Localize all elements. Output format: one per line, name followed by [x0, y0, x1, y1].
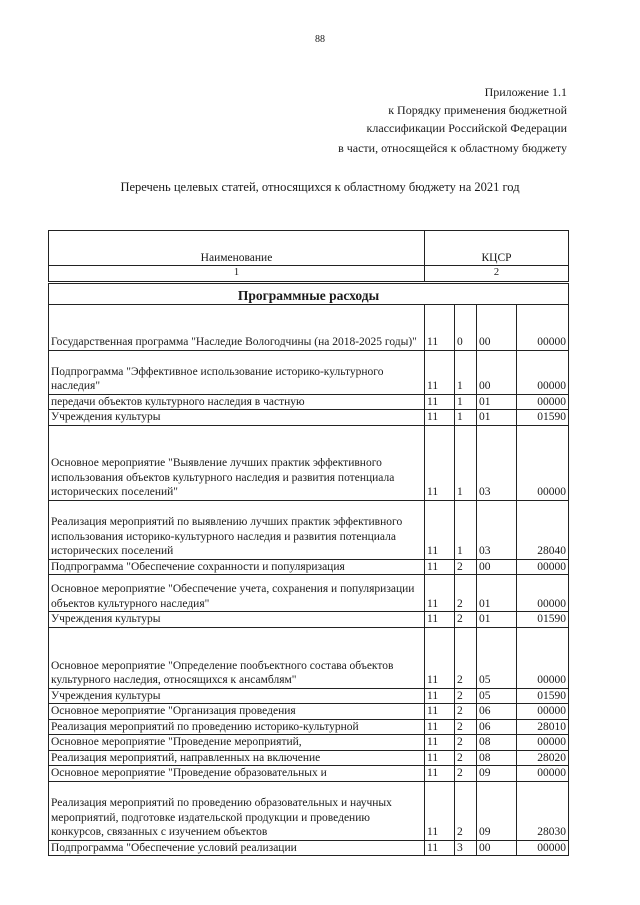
section-row: [49, 282, 569, 304]
code-subprogram: 2: [455, 612, 477, 628]
code-subprogram: 1: [455, 425, 477, 500]
column-header-code: КЦСР: [425, 231, 569, 266]
code-program: 11: [425, 612, 455, 628]
code-direction: 00000: [517, 350, 569, 394]
table-header-row: [49, 231, 569, 266]
code-program: 11: [425, 750, 455, 766]
code-subprogram: 3: [455, 840, 477, 856]
code-activity: 00: [477, 559, 517, 575]
code-program: 11: [425, 688, 455, 704]
annex-reference: классификации Российской Федерации: [366, 121, 567, 135]
code-subprogram: 2: [455, 688, 477, 704]
code-program: 11: [425, 350, 455, 394]
code-program: 11: [425, 575, 455, 612]
annex-label: Приложение 1.1: [484, 85, 567, 99]
code-activity: 05: [477, 627, 517, 688]
table-row: [49, 766, 569, 782]
code-program: 11: [425, 840, 455, 856]
table-row: [49, 781, 569, 840]
code-program: 11: [425, 394, 455, 410]
code-activity: 01: [477, 612, 517, 628]
table-row: [49, 735, 569, 751]
code-program: 11: [425, 559, 455, 575]
row-name: Государственная программа "Наследие Вологодчины (на 2018-2025 годы)": [49, 304, 425, 350]
code-subprogram: 1: [455, 350, 477, 394]
code-activity: 05: [477, 688, 517, 704]
code-activity: 00: [477, 840, 517, 856]
code-program: 11: [425, 719, 455, 735]
code-subprogram: 2: [455, 766, 477, 782]
code-subprogram: 2: [455, 575, 477, 612]
code-activity: 00: [477, 350, 517, 394]
table-row: [49, 425, 569, 500]
row-name: Основное мероприятие "Организация проведения: [49, 704, 425, 720]
table-row: [49, 612, 569, 628]
table-row: [49, 627, 569, 688]
column-number: 1: [49, 266, 425, 283]
code-activity: 09: [477, 781, 517, 840]
code-program: 11: [425, 500, 455, 559]
code-activity: 03: [477, 500, 517, 559]
column-number: 2: [425, 266, 569, 283]
table-row: [49, 394, 569, 410]
row-name: Основное мероприятие "Проведение мероприятий,: [49, 735, 425, 751]
code-activity: 08: [477, 735, 517, 751]
code-direction: 28010: [517, 719, 569, 735]
table-row: [49, 575, 569, 612]
code-program: 11: [425, 627, 455, 688]
annex-reference: к Порядку применения бюджетной: [388, 103, 567, 117]
table-row: [49, 500, 569, 559]
code-activity: 01: [477, 575, 517, 612]
table-row: [49, 410, 569, 426]
code-program: 11: [425, 735, 455, 751]
table-row: [49, 750, 569, 766]
code-direction: 00000: [517, 840, 569, 856]
code-subprogram: 2: [455, 627, 477, 688]
code-direction: 00000: [517, 394, 569, 410]
code-subprogram: 1: [455, 410, 477, 426]
row-name: Реализация мероприятий по выявлению лучших практик эффективного использования историко-культурного наследия и развития потенциала исторических поселений: [49, 500, 425, 559]
code-program: 11: [425, 304, 455, 350]
code-direction: 00000: [517, 304, 569, 350]
code-subprogram: 2: [455, 750, 477, 766]
code-direction: 00000: [517, 704, 569, 720]
code-direction: 01590: [517, 410, 569, 426]
code-subprogram: 2: [455, 719, 477, 735]
code-direction: 00000: [517, 735, 569, 751]
row-name: Учреждения культуры: [49, 612, 425, 628]
code-program: 11: [425, 766, 455, 782]
code-subprogram: 0: [455, 304, 477, 350]
code-program: 11: [425, 410, 455, 426]
table-row: [49, 559, 569, 575]
code-activity: 08: [477, 750, 517, 766]
table-row: [49, 840, 569, 856]
code-activity: 01: [477, 394, 517, 410]
annex-reference: в части, относящейся к областному бюджету: [338, 141, 567, 155]
code-direction: 28020: [517, 750, 569, 766]
code-direction: 00000: [517, 627, 569, 688]
table-row: [49, 688, 569, 704]
code-activity: 01: [477, 410, 517, 426]
table-row: [49, 350, 569, 394]
code-activity: 06: [477, 719, 517, 735]
code-direction: 28030: [517, 781, 569, 840]
code-program: 11: [425, 425, 455, 500]
row-name: Основное мероприятие "Выявление лучших практик эффективного использования объектов культурного наследия и развития потенциала исторических поселений": [49, 425, 425, 500]
code-subprogram: 2: [455, 781, 477, 840]
code-subprogram: 1: [455, 500, 477, 559]
code-direction: 28040: [517, 500, 569, 559]
column-header-name: Наименование: [49, 231, 425, 266]
code-activity: 03: [477, 425, 517, 500]
table-row: [49, 704, 569, 720]
code-activity: 00: [477, 304, 517, 350]
section-title: Программные расходы: [49, 282, 569, 304]
table-row: [49, 719, 569, 735]
code-program: 11: [425, 781, 455, 840]
code-activity: 06: [477, 704, 517, 720]
code-direction: 00000: [517, 425, 569, 500]
code-subprogram: 1: [455, 394, 477, 410]
code-direction: 01590: [517, 612, 569, 628]
row-name: Основное мероприятие "Проведение образовательных и: [49, 766, 425, 782]
code-direction: 01590: [517, 688, 569, 704]
code-direction: 00000: [517, 766, 569, 782]
row-name: Реализация мероприятий по проведению историко-культурной: [49, 719, 425, 735]
row-name: Реализация мероприятий по проведению образовательных и научных мероприятий, подготовке издательской продукции и проведению конкурсов, связанных с изучением объектов: [49, 781, 425, 840]
row-name: Основное мероприятие "Определение пообъектного состава объектов культурного наследия, относящихся к ансамблям": [49, 627, 425, 688]
document-title: Перечень целевых статей, относящихся к областному бюджету на 2021 год: [120, 180, 520, 194]
code-direction: 00000: [517, 575, 569, 612]
kcsr-table: [48, 230, 569, 856]
code-subprogram: 2: [455, 559, 477, 575]
table-column-numbers: [49, 266, 569, 283]
row-name: Учреждения культуры: [49, 688, 425, 704]
code-activity: 09: [477, 766, 517, 782]
row-name: Подпрограмма "Эффективное использование историко-культурного наследия": [49, 350, 425, 394]
table-row: [49, 304, 569, 350]
code-direction: 00000: [517, 559, 569, 575]
code-subprogram: 2: [455, 735, 477, 751]
row-name: Учреждения культуры: [49, 410, 425, 426]
row-name: Основное мероприятие "Обеспечение учета, сохранения и популяризации объектов культурного наследия": [49, 575, 425, 612]
code-program: 11: [425, 704, 455, 720]
code-subprogram: 2: [455, 704, 477, 720]
row-name: Реализация мероприятий, направленных на включение: [49, 750, 425, 766]
row-name: передачи объектов культурного наследия в частную: [49, 394, 425, 410]
page-number: 88: [315, 34, 325, 45]
row-name: Подпрограмма "Обеспечение сохранности и популяризация: [49, 559, 425, 575]
row-name: Подпрограмма "Обеспечение условий реализации: [49, 840, 425, 856]
